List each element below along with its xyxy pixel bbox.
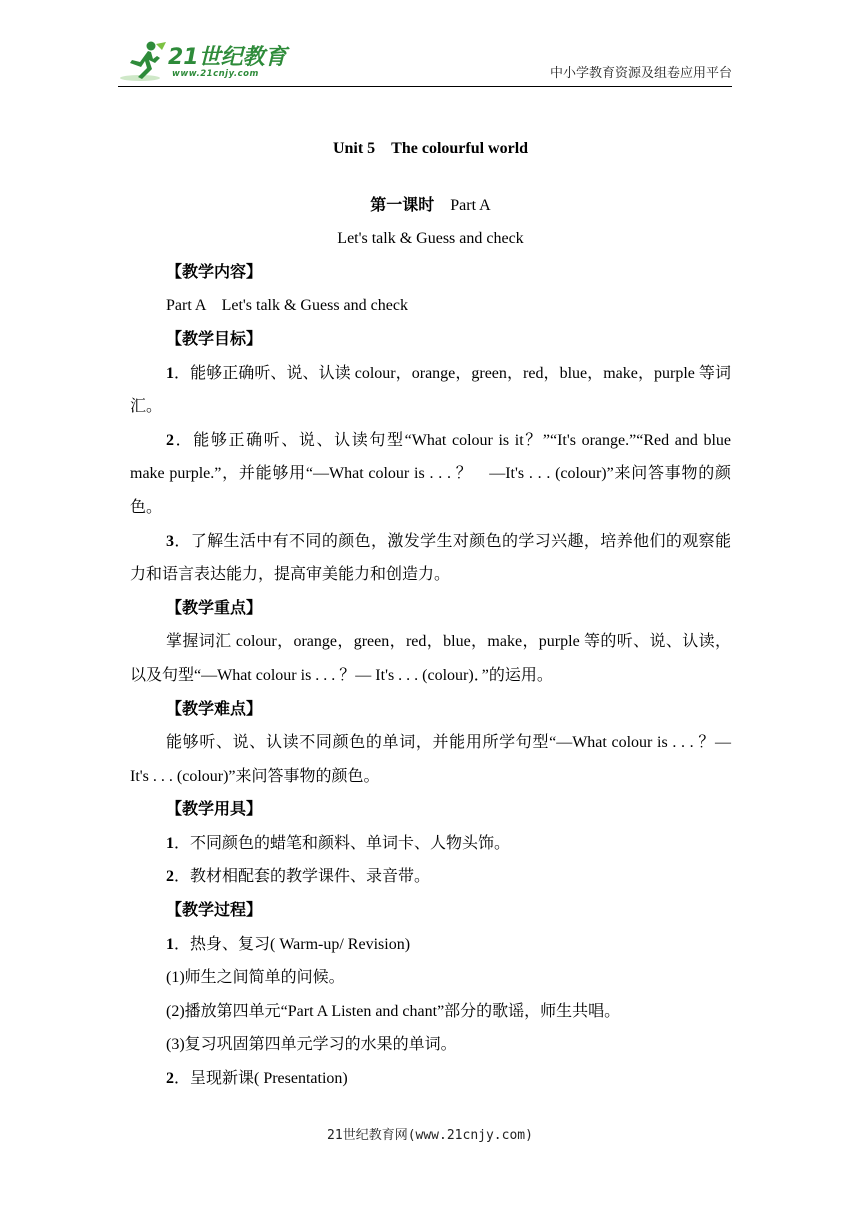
goal-number: 2 [166,431,174,449]
goal-number: 1 [166,364,174,382]
tool-text: ．不同颜色的蜡笔和颜料、单词卡、人物头饰。 [174,834,511,852]
goal-number: 3 [166,532,174,550]
goal-item-3 [130,525,731,592]
logo-wordmark: 21世纪教育 [168,45,287,70]
process-substep: (2)播放第四单元“Part A Listen and chant”部分的歌谣，师生共唱。 [166,1002,621,1020]
goal-text: ．了解生活中有不同的颜色，激发学生对颜色的学习兴趣，培养他们的观察能力和语言表达能力，提高审美能力和创造力。 [130,532,731,584]
tool-item-2 [130,860,731,894]
lesson-part: Part A [450,196,491,214]
unit-title: Unit 5 The colourful world [332,140,529,157]
goal-item-1 [130,357,731,424]
section-teaching-goals: 【教学目标】 [166,330,263,348]
running-person-icon [118,40,170,84]
logo-url: www.21cnjy.com [172,69,259,79]
step-text: ．热身、复习( Warm-up/ Revision) [174,935,411,953]
page-footer: 21世纪教育网(www.21cnjy.com) [327,1128,533,1143]
section-teaching-tools: 【教学用具】 [166,801,263,819]
tool-item-1 [130,827,731,861]
goal-text: ．能够正确听、说、认读 colour，orange，green，red，blue，make，purple 等词汇。 [130,364,731,416]
process-substep: (3)复习巩固第四单元学习的水果的单词。 [166,1036,457,1054]
platform-tagline: 中小学教育资源及组卷应用平台 [549,66,732,81]
key-points-text: 掌握词汇 colour，orange，green，red，blue，make，purple 等的听、说、认读，以及句型“—What colour is . . . ？— It's . . . (colour)．”的运用。 [130,633,731,684]
lesson-subtitle: Let's talk & Guess and check [337,230,524,248]
header-divider [118,86,732,87]
section-teaching-process: 【教学过程】 [166,902,263,920]
process-step-1 [130,928,731,962]
process-step-2 [130,1062,731,1096]
goal-item-2 [130,424,731,525]
teaching-content-line: Part A Let's talk & Guess and check [166,297,408,315]
difficult-points-text: 能够听、说、认读不同颜色的单词，并能用所学句型“—What colour is . . . ？— It's . . . (colour)”来问答事物的颜色。 [130,734,731,785]
lesson-heading [130,189,731,223]
section-difficult-points: 【教学难点】 [166,700,263,718]
site-logo[interactable] [118,40,288,84]
step-number: 2 [166,1070,174,1088]
section-key-points: 【教学重点】 [166,599,263,617]
section-teaching-content: 【教学内容】 [166,263,263,281]
tool-number: 2 [166,868,174,886]
step-number: 1 [166,935,174,953]
step-text: ．呈现新课( Presentation) [174,1070,348,1088]
document-body [130,132,731,1096]
goal-text: ．能够正确听、说、认读句型“What colour is it？”“It's orange.”“Red and blue make purple.”，并能够用“—What colour is . . . ？ —It's . . . (colour)”来问答事物的颜色。 [130,431,731,516]
process-substep: (1)师生之间简单的问候。 [166,969,345,987]
tool-number: 1 [166,834,174,852]
tool-text: ．教材相配套的教学课件、录音带。 [174,868,431,886]
lesson-number: 第一课时 [370,196,435,214]
